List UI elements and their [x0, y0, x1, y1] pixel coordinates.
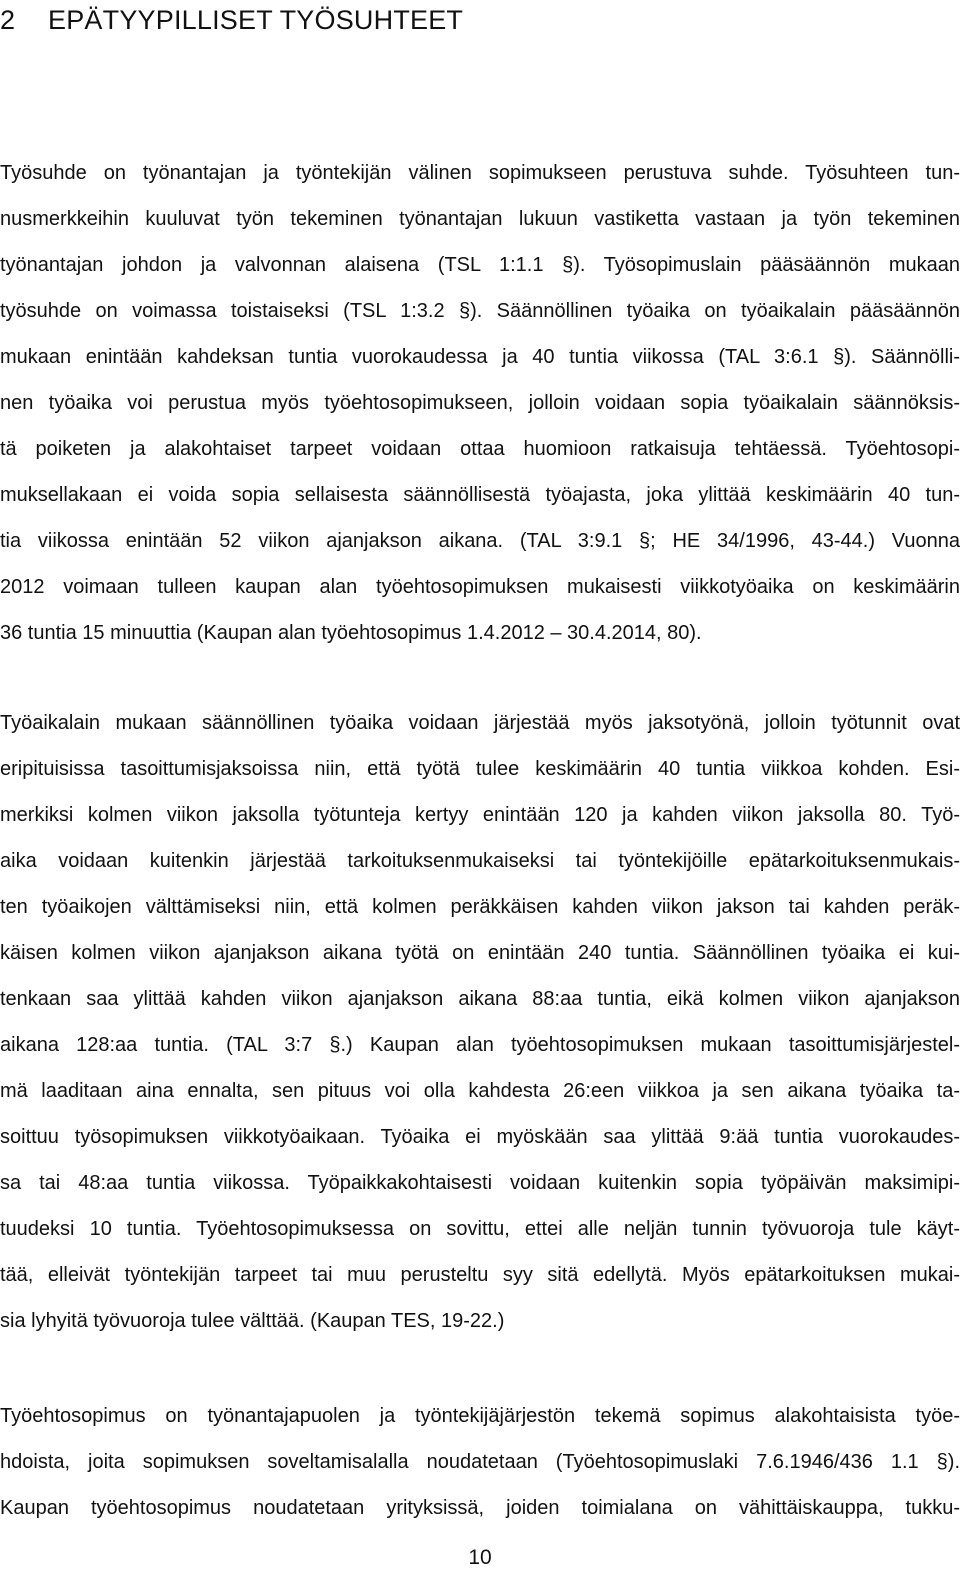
section-number: 2: [0, 5, 16, 35]
text-line: soittuu työsopimuksen viikkotyöaikaan. Työaika ei myöskään saa ylittää 9:ää tuntia vuorokaudes-: [0, 1126, 960, 1148]
text-line: työnantajan johdon ja valvonnan alaisena (TSL 1:1.1 §). Työsopimuslain pääsäännön mukaan: [0, 254, 960, 276]
text-line: mä laaditaan aina ennalta, sen pituus voi olla kahdesta 26:een viikkoa ja sen aikana työaika ta-: [0, 1080, 960, 1102]
text-line: sia lyhyitä työvuoroja tulee välttää. (Kaupan TES, 19-22.): [0, 1310, 505, 1332]
text-line: 2012 voimaan tulleen kaupan alan työehtosopimuksen mukaisesti viikkotyöaika on keskimäärin: [0, 576, 960, 598]
text-line: työsuhde on voimassa toistaiseksi (TSL 1:3.2 §). Säännöllinen työaika on työaikalain pääsäännön: [0, 300, 960, 322]
text-line: Työaikalain mukaan säännöllinen työaika voidaan järjestää myös jaksotyönä, jolloin työtunnit ovat: [0, 712, 960, 734]
text-line: mukaan enintään kahdeksan tuntia vuorokaudessa ja 40 tuntia viikossa (TAL 3:6.1 §). Säännölli-: [0, 346, 960, 368]
section-heading: [0, 2, 463, 38]
text-line: käisen kolmen viikon ajanjakson aikana työtä on enintään 240 tuntia. Säännöllinen työaika ei kui-: [0, 942, 960, 964]
text-line: tenkaan saa ylittää kahden viikon ajanjakson aikana 88:aa tuntia, eikä kolmen viikon ajanjakson: [0, 988, 960, 1010]
page-number: 10: [468, 1546, 492, 1569]
text-line: hdoista, joita sopimuksen soveltamisalalla noudatetaan (Työehtosopimuslaki 7.6.1946/436 1.1 §).: [0, 1451, 960, 1473]
text-line: ten työaikojen välttämiseksi niin, että kolmen peräkkäisen kahden viikon jakson tai kahden peräk-: [0, 896, 960, 918]
text-line: Työehtosopimus on työnantajapuolen ja työntekijäjärjestön tekemä sopimus alakohtaisista työe-: [0, 1405, 960, 1427]
text-line: sa tai 48:aa tuntia viikossa. Työpaikkakohtaisesti voidaan kuitenkin sopia työpäivän maksimipi-: [0, 1172, 960, 1194]
paragraph-employment-relationship: [0, 150, 960, 656]
text-line: aikana 128:aa tuntia. (TAL 3:7 §.) Kaupan alan työehtosopimuksen mukaan tasoittumisjärjestel-: [0, 1034, 960, 1056]
text-line: Työsuhde on työnantajan ja työntekijän välinen sopimukseen perustuva suhde. Työsuhteen tun-: [0, 162, 960, 184]
text-line: aika voidaan kuitenkin järjestää tarkoituksenmukaiseksi tai työntekijöille epätarkoituksenmukais-: [0, 850, 960, 872]
text-line: tä poiketen ja alakohtaiset tarpeet voidaan ottaa huomioon ratkaisuja tehtäessä. Työehtosopi-: [0, 438, 960, 460]
text-line: 36 tuntia 15 minuuttia (Kaupan alan työehtosopimus 1.4.2012 – 30.4.2014, 80).: [0, 622, 702, 644]
paragraph-collective-agreement: [0, 1393, 960, 1531]
text-line: nen työaika voi perustua myös työehtosopimukseen, jolloin voidaan sopia työaikalain säännöksis-: [0, 392, 960, 414]
paragraph-period-work: [0, 700, 960, 1344]
text-line: tuudeksi 10 tuntia. Työehtosopimuksessa on sovittu, ettei alle neljän tunnin työvuoroja tule käyt-: [0, 1218, 960, 1240]
text-line: nusmerkkeihin kuuluvat työn tekeminen työnantajan lukuun vastiketta vastaan ja työn tekeminen: [0, 208, 960, 230]
text-line: eripituisissa tasoittumisjaksoissa niin, että työtä tulee keskimäärin 40 tuntia viikkoa kohden. Esi-: [0, 758, 960, 780]
text-line: Kaupan työehtosopimus noudatetaan yrityksissä, joiden toimialana on vähittäiskauppa, tukku-: [0, 1497, 960, 1519]
text-line: merkiksi kolmen viikon jaksolla työtunteja kertyy enintään 120 ja kahden viikon jaksolla 80. Työ-: [0, 804, 960, 826]
text-line: tää, elleivät työntekijän tarpeet tai muu perusteltu syy sitä edellytä. Myös epätarkoituksen mukai-: [0, 1264, 960, 1286]
text-line: tia viikossa enintään 52 viikon ajanjakson aikana. (TAL 3:9.1 §; HE 34/1996, 43-44.) Vuonna: [0, 530, 960, 552]
section-title: EPÄTYYPILLISET TYÖSUHTEET: [48, 5, 464, 35]
text-line: muksellakaan ei voida sopia sellaisesta säännöllisestä työajasta, joka ylittää keskimäärin 40 tun-: [0, 484, 960, 506]
